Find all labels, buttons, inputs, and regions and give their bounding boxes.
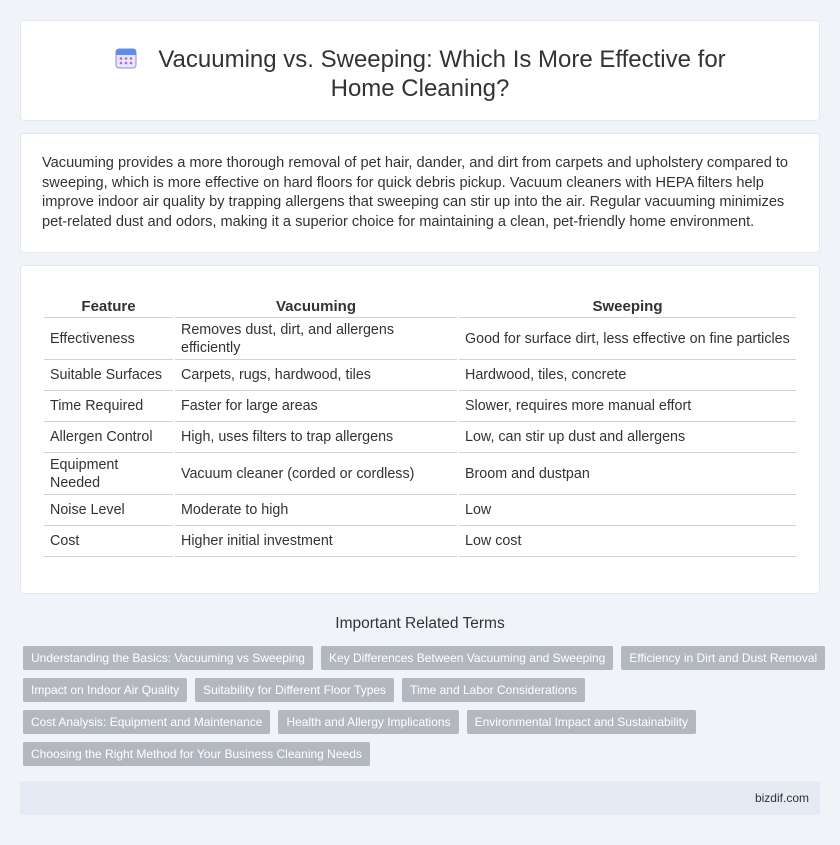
table-row	[44, 422, 796, 453]
header-sweeping: Sweeping	[459, 295, 796, 318]
tag-row	[23, 678, 823, 702]
table-cell-sweeping: Good for surface dirt, less effective on fine particles	[459, 318, 796, 360]
related-tag[interactable]: Health and Allergy Implications	[278, 710, 458, 734]
table-cell-feature: Cost	[44, 526, 173, 557]
table-row	[44, 495, 796, 526]
table-cell-vacuuming: Carpets, rugs, hardwood, tiles	[175, 360, 457, 391]
table-cell-sweeping: Hardwood, tiles, concrete	[459, 360, 796, 391]
page-title	[21, 45, 819, 103]
comparison-card	[20, 265, 820, 594]
table-cell-sweeping: Slower, requires more manual effort	[459, 391, 796, 422]
related-terms-tags	[23, 646, 823, 774]
table-cell-feature: Suitable Surfaces	[44, 360, 173, 391]
footer-site-link[interactable]: bizdif.com	[754, 791, 809, 805]
table-cell-feature: Allergen Control	[44, 422, 173, 453]
table-header-row	[44, 295, 796, 318]
table-cell-vacuuming: Faster for large areas	[175, 391, 457, 422]
related-tag[interactable]: Key Differences Between Vacuuming and Sweeping	[321, 646, 613, 670]
table-cell-feature: Time Required	[44, 391, 173, 422]
table-cell-vacuuming: Moderate to high	[175, 495, 457, 526]
comparison-table	[42, 295, 798, 557]
table-cell-vacuuming: High, uses filters to trap allergens	[175, 422, 457, 453]
table-cell-sweeping: Low	[459, 495, 796, 526]
related-tag[interactable]: Time and Labor Considerations	[402, 678, 585, 702]
table-row	[44, 318, 796, 360]
page-title-text: Vacuuming vs. Sweeping: Which Is More Effective for Home Cleaning?	[158, 46, 726, 102]
table-cell-feature: Effectiveness	[44, 318, 173, 360]
related-tag[interactable]: Suitability for Different Floor Types	[195, 678, 394, 702]
table-cell-sweeping: Low, can stir up dust and allergens	[459, 422, 796, 453]
table-row	[44, 391, 796, 422]
title-card	[20, 20, 820, 121]
table-cell-vacuuming: Vacuum cleaner (corded or cordless)	[175, 453, 457, 495]
tag-row	[23, 710, 823, 734]
table-cell-feature: Equipment Needed	[44, 453, 173, 495]
table-row	[44, 453, 796, 495]
table-cell-vacuuming: Higher initial investment	[175, 526, 457, 557]
table-cell-sweeping: Low cost	[459, 526, 796, 557]
related-tag[interactable]: Impact on Indoor Air Quality	[23, 678, 187, 702]
intro-paragraph: Vacuuming provides a more thorough removal of pet hair, dander, and dirt from carpets and upholstery compared to sweeping, which is more effective on hard floors for quick debris pickup. Vacuum cleaners with HEPA filters help improve indoor air quality by trapping allergens that sweeping can stir up into the air. Regular vacuuming minimizes pet-related dust and odors, making it a superior choice for maintaining a clean, pet-friendly home environment.	[42, 155, 789, 230]
table-cell-sweeping: Broom and dustpan	[459, 453, 796, 495]
tag-row	[23, 742, 823, 766]
table-row	[44, 526, 796, 557]
table-cell-vacuuming: Removes dust, dirt, and allergens efficiently	[175, 318, 457, 360]
related-tag[interactable]: Choosing the Right Method for Your Business Cleaning Needs	[23, 742, 370, 766]
header-vacuuming: Vacuuming	[175, 295, 457, 318]
table-cell-feature: Noise Level	[44, 495, 173, 526]
related-tag[interactable]: Understanding the Basics: Vacuuming vs Sweeping	[23, 646, 313, 670]
calendar-icon	[114, 46, 138, 70]
footer	[20, 781, 820, 815]
related-terms-title: Important Related Terms	[335, 615, 505, 632]
table-row	[44, 360, 796, 391]
header-feature: Feature	[44, 295, 173, 318]
tag-row	[23, 646, 823, 670]
related-tag[interactable]: Environmental Impact and Sustainability	[467, 710, 696, 734]
related-tag[interactable]: Cost Analysis: Equipment and Maintenance	[23, 710, 270, 734]
intro-card	[20, 133, 820, 253]
related-tag[interactable]: Efficiency in Dirt and Dust Removal	[621, 646, 825, 670]
